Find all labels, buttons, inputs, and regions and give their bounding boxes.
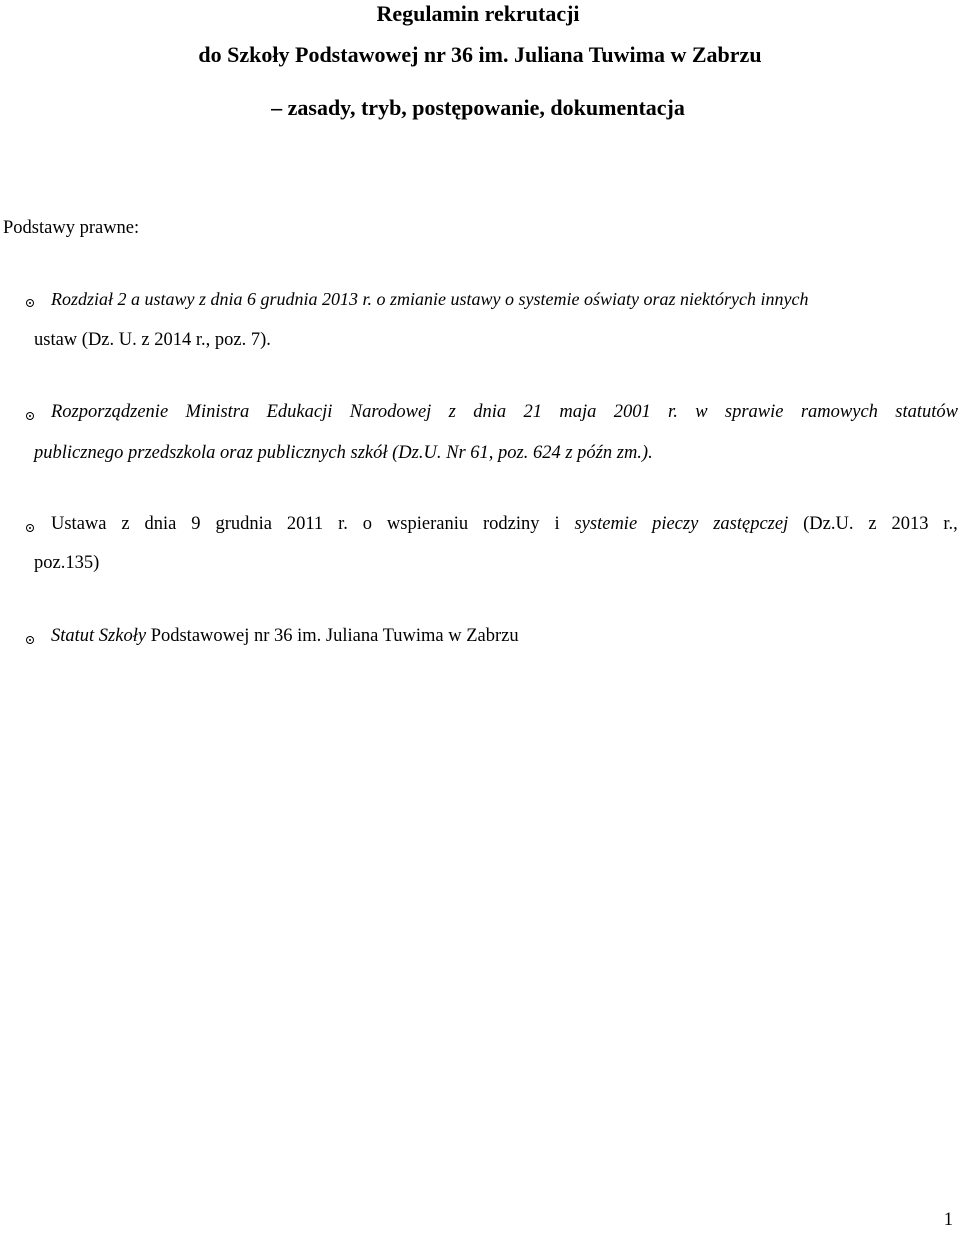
word: Edukacji [266,402,333,422]
word: rodziny [483,514,540,534]
word: r. [668,402,678,422]
word: grudnia [215,514,272,534]
page-number: 1 [943,1210,953,1230]
bullet-icon [26,636,34,644]
statute-italic-text: Statut Szkoły [51,626,147,646]
list-item-line-2: poz.135) [34,553,100,573]
word: sprawie [724,402,784,422]
list-item-line-1 [51,512,958,536]
word: i [554,514,560,534]
title-line-1: Regulamin rekrutacji [376,1,580,26]
title-line-3: – zasady, tryb, postępowanie, dokumentacja [271,95,685,120]
word: z [868,514,877,534]
bullet-icon [26,299,34,307]
list-item-line-2: ustaw (Dz. U. z 2014 r., poz. 7). [34,330,271,350]
word: dnia [144,514,177,534]
list-item-line-1 [51,400,958,424]
word: z [121,514,130,534]
list-item-line-2: publicznego przedszkola oraz publicznych szkół (Dz.U. Nr 61, poz. 624 z późn zm.). [34,443,653,463]
word: z [448,402,456,422]
list-item-line-1 [51,624,519,648]
statute-text: Podstawowej nr 36 im. Juliana Tuwima w Zabrzu [146,626,519,646]
word: systemie [574,514,638,534]
title-line-2: do Szkoły Podstawowej nr 36 im. Juliana Tuwima w Zabrzu [198,42,762,67]
word: 2001 [613,402,651,422]
word: Rozporządzenie [51,402,169,422]
word: pieczy [652,514,699,534]
word: 9 [191,514,201,534]
word: ramowych [800,402,878,422]
word: Narodowej [349,402,432,422]
word: Ustawa [51,514,107,534]
word: wspieraniu [386,514,469,534]
word: w [695,402,708,422]
word: dnia [473,402,507,422]
word: o [362,514,373,534]
word: r., [943,514,958,534]
word: 21 [523,402,542,422]
word: 2013 [891,514,929,534]
bullet-icon [26,524,34,532]
word: Ministra [185,402,250,422]
word: zastępczej [713,514,789,534]
bullet-icon [26,412,34,420]
word: maja [559,402,597,422]
word: r. [338,514,348,534]
word: (Dz.U. [803,514,854,534]
word: statutów [895,402,958,422]
legal-basis-label: Podstawy prawne: [3,218,140,238]
word: 2011 [286,514,324,534]
list-item-line-1: Rozdział 2 a ustawy z dnia 6 grudnia 2013 r. o zmianie ustawy o systemie oświaty oraz niektórych innych [51,289,809,309]
